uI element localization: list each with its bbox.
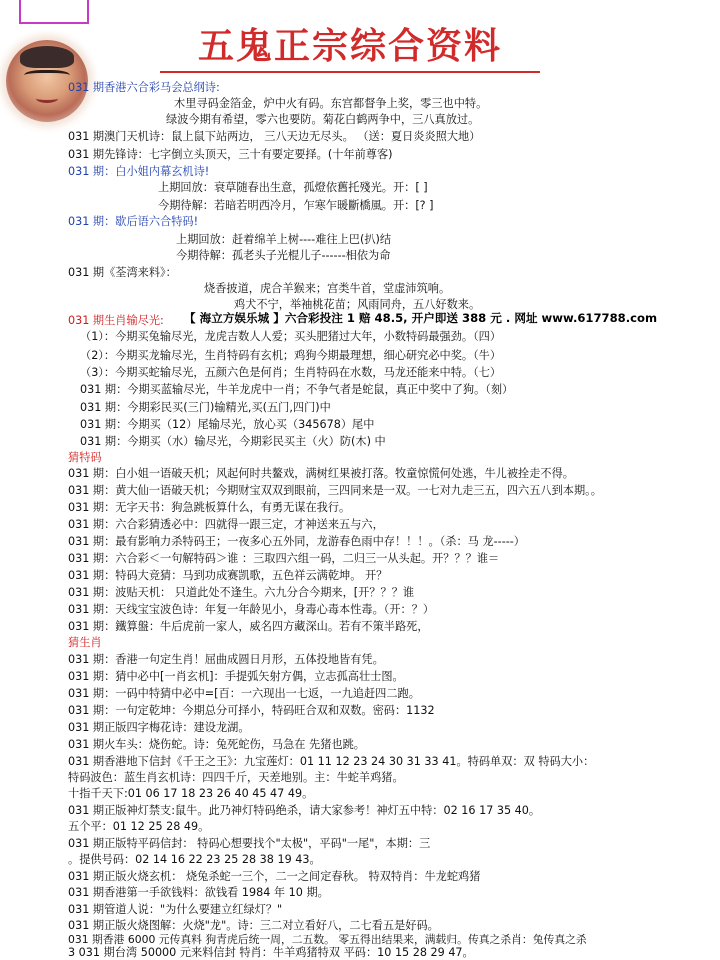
text-line: 031 期：白小姐一语破天机；风起何时共鳌戏，满树红果被打落。牧童惊慌何处逃，牛儿被拴走不得。 [68, 467, 574, 480]
text-line: 031 期正版神灯禁支:鼠牛。此乃神灯特码绝杀，请大家参考！神灯五中特：02 16 17 35 40。 [68, 804, 541, 817]
text-line: 031 期：一码中特猜中必中=[百：一六现出一七返，一九追赶四二跑。 [68, 687, 420, 700]
text-line: 031 期：今期买（12）尾输尽光，放心买（345678）尾中 [80, 418, 375, 431]
ad-banner: 【 海立方娱乐城 】六合彩投注 1 赔 48.5, 开户即送 388 元 . 网址 www.617788.com [184, 311, 658, 325]
text-line: 上期回放：衰草随春出生意，孤燈依舊托殘光。开：[ ] [158, 181, 428, 194]
text-line: 031 期澳门天机诗：鼠上鼠下站两边， 三八天边无尽头。 （送：夏日炎炎照大地） [68, 130, 481, 143]
text-line: 031 期：最有影响力杀特码王；一夜多心五外同，龙游春色雨中存！！！。（杀：马 龙-----） [68, 535, 525, 548]
section-heading: 031 期生肖输尽光: [68, 314, 164, 327]
text-line: 031 期：天线宝宝波色诗：年复一年龄见小，身毒心毒本性毒。（开：？） [68, 603, 435, 616]
text-line: 031 期：今期买（水）输尽光，今期彩民买主（火）防(木) 中 [80, 435, 386, 448]
text-line: （3）：今期买蛇输尽光，五颜六色是何肖；生肖特码在水数，马龙还能来中特。（七） [80, 366, 502, 379]
section-heading: 猜特码 [68, 451, 102, 464]
text-line: 031 期：今期买蓝输尽光，牛羊龙虎中一肖；不争气者是蛇鼠，真正中奖中了狗。（刻） [80, 383, 514, 396]
text-line: 上期回放：赶着绵羊上树----难往上巴(扒)结 [176, 233, 392, 246]
text-line: 031 期：波贴天机： 只道此处不逢生。六九分合今期来，[开？？？谁 [68, 586, 415, 599]
text-line: 今期待解：孤老头子光棍儿子------相依为命 [176, 249, 391, 262]
text-line: 十指千天下:01 06 17 18 23 26 40 45 47 49。 [68, 787, 314, 800]
text-line: 031 期香港地下信封《千王之王》：九宝莲灯：01 11 12 23 24 30 31 33 41。特码单双：双 特码大小： [68, 755, 595, 768]
text-line: 031 期：特码大竞猜：马到功成赛凯歌，五色祥云满乾坤。 开？ [68, 569, 388, 582]
text-line: 031 期：鐵算盤：牛后虎前一家人，威名四方藏深山。若有不策半路死， [68, 620, 429, 633]
text-line: 烧香披道，虎合羊猴来；宫类牛首，堂虚沛筑响。 [204, 282, 451, 295]
text-line: 031 期正版四字梅花诗：建设龙湖。 [68, 721, 250, 734]
text-line: 031 期《荃湾来料》： [68, 266, 177, 279]
text-line: 031 期先锋诗：七字倒立头顶天，三十有要定要择。(十年前尊客) [68, 148, 393, 161]
avatar-hair [20, 46, 74, 68]
text-line: 031 期：六合彩猜透必中：四就得一跟三定，才神送来五与六， [68, 518, 384, 531]
text-line: 031 期管道人说："为什么要建立红绿灯？" [68, 903, 283, 916]
text-line: 五个平：01 12 25 28 49。 [68, 820, 210, 833]
text-line: 031 期：香港一句定生肖！屈曲成圆日月形，五体投地皆有凭。 [68, 653, 384, 666]
text-line: 031 期：六合彩＜一句解特码＞谁 ：三取四六组一码，二归三一从头起。开？？？谁＝ [68, 552, 500, 565]
text-line: 031 期正版火烧玄机： 烧兔杀蛇一三个，二一之间定春秋。 特双特肖：牛龙蛇鸡猪 [68, 870, 481, 883]
text-line: 031 期：一句定乾坤：今期总分可择小，特码旺合双和双数。密码：1132 [68, 704, 435, 717]
text-line: （2）：今期买龙输尽光，生肖特码有玄机；鸡狗今期最理想，细心研究必中奖。（牛） [80, 349, 502, 362]
text-line: 031 期：猜中必中[一肖玄机]：手提弧矢射方偶，立志孤高壮士图。 [68, 670, 404, 683]
text-line: 031 期火车头：烧伤蛇。诗：兔死蛇伤，马急在 先猪也跳。 [68, 738, 365, 751]
text-line: 031 期：无字天书：狗急跳板算什么，有勇无谋在我行。 [68, 501, 351, 514]
text-line: 031 期香港 6000 元传真料 狗青虎后统一周，二五数。 零五得出结果来，满载归。传真之杀肖：兔传真之杀 [68, 933, 587, 946]
avatar-mouth [36, 94, 58, 103]
text-line: 031 期正版特平码信封： 特码心想要找个"太极"，平码"一尾"，本期：三 [68, 837, 431, 850]
section-heading: 猜生肖 [68, 636, 102, 649]
text-line: 3 031 期台湾 50000 元来料信封 特肖：牛羊鸡猪特双 平码：10 15 28 29 47。 [68, 946, 474, 959]
text-line: 031 期：今期彩民买(三门)输精光,买(五门,四门)中 [80, 401, 331, 414]
text-line: 木里寻码金箔金，炉中火有码。东宫都督争上奖，零三也中特。 [174, 97, 488, 110]
avatar-glasses-icon [24, 70, 70, 83]
page-title: 五鬼正宗综合资料 [160, 18, 540, 73]
text-line: 今期待解：若暗若明西冷月，乍寒乍暖斷橋風。开：[? ] [158, 199, 434, 212]
text-line: 。提供号码：02 14 16 22 23 25 28 38 19 43。 [68, 853, 321, 866]
text-line: 031 期香港六合彩马会总纲诗: [68, 81, 220, 94]
text-line: 031 期香港第一手欲钱料：欲钱看 1984 年 10 期。 [68, 886, 329, 899]
text-line: （1）：今期买兔输尽光，龙虎吉数人人爱；买头肥猪过大年，小数特码最强劲。（四） [80, 330, 502, 343]
magenta-frame [19, 0, 89, 24]
text-line: 绿波今期有希望，零六也要防。菊花白鹤两争中，三八真放过。 [166, 113, 480, 126]
text-line: 031 期：歇后语六合特码! [68, 215, 199, 228]
text-line: 031 期：白小姐内幕玄机诗! [68, 165, 210, 178]
text-line: 031 期正版火烧图解：火烧"龙"。诗：三二对立看好八，二七看五是好码。 [68, 919, 439, 932]
text-line: 鸡犬不宁，举袖桃花苗；风雨同舟，五八好数来。 [234, 298, 481, 311]
text-line: 031 期：黄大仙一语破天机；今期财宝双双到眼前，三四同来是一双。一七对九走三五，四六五八到本期。。 [68, 484, 602, 497]
text-line: 特码波色：蓝生肖玄机诗：四四千斤，天差地别。主：牛蛇羊鸡猪。 [68, 771, 404, 784]
